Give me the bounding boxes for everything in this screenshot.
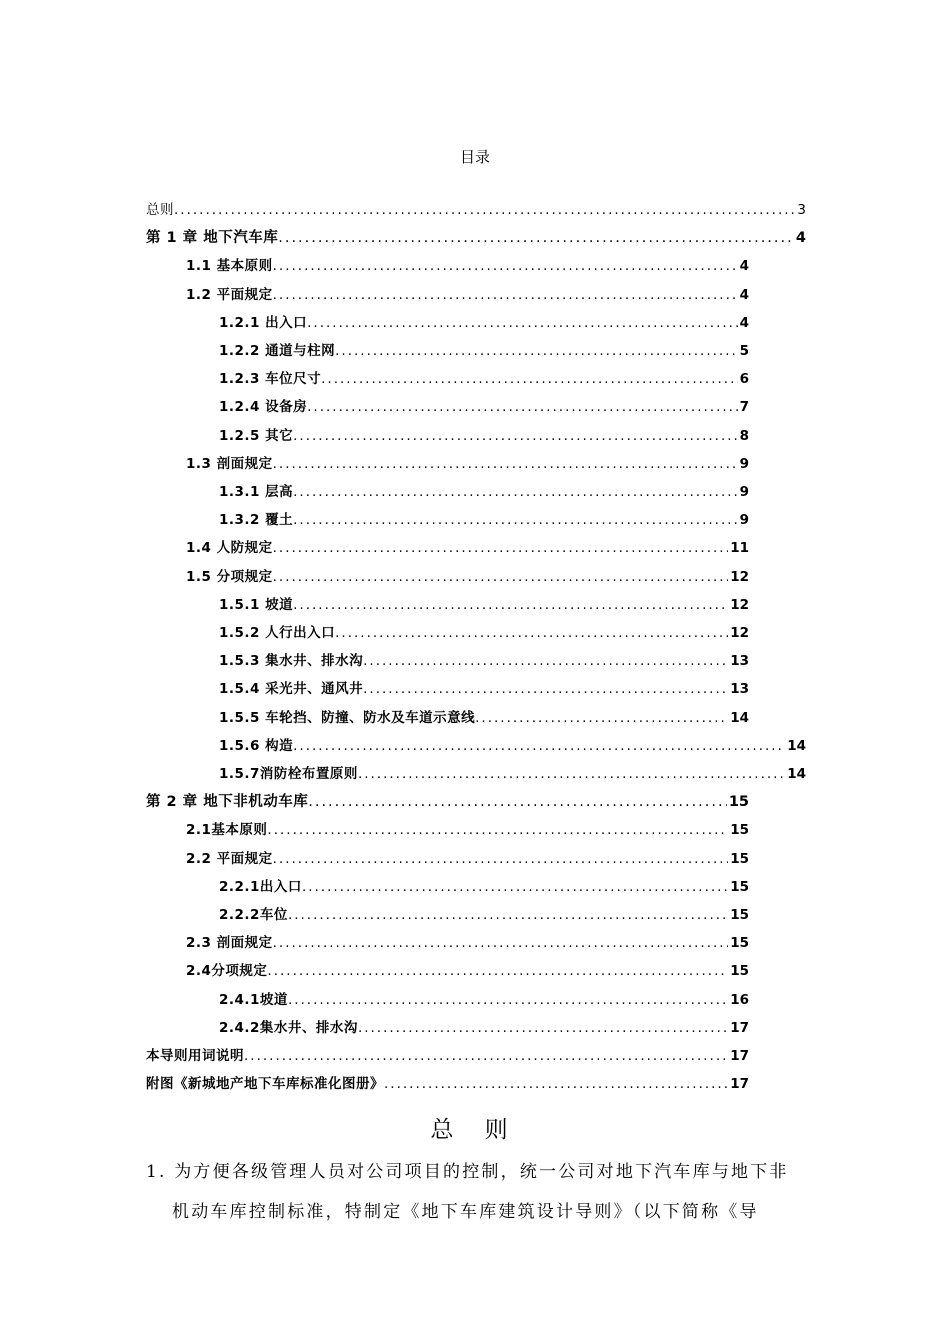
toc-entry-label: 1.2.4 设备房 xyxy=(219,399,308,416)
toc-entry-page: 7 xyxy=(739,399,749,416)
toc-entry-page: 15 xyxy=(730,907,749,923)
toc-entry-page: 14 xyxy=(730,709,749,726)
toc-entry-label: 2.3 剖面规定 xyxy=(186,935,273,952)
toc-entry[interactable] xyxy=(219,903,749,923)
toc-leader-dots xyxy=(293,428,737,444)
toc-leader-dots xyxy=(244,1048,728,1064)
toc-entry-label: 1.5.2 人行出入口 xyxy=(219,625,336,641)
toc-entry[interactable] xyxy=(186,536,749,556)
toc-entry-label: 本导则用词说明 xyxy=(146,1048,244,1064)
toc-leader-dots xyxy=(302,879,728,895)
toc-entry-label: 1.5 分项规定 xyxy=(186,568,273,585)
toc-entry-page: 15 xyxy=(728,794,749,811)
toc-entry-page: 15 xyxy=(730,850,749,867)
toc-entry-page: 4 xyxy=(739,286,749,303)
toc-leader-dots xyxy=(384,1076,728,1092)
toc-entry[interactable] xyxy=(219,762,806,782)
toc-leader-dots xyxy=(288,907,728,923)
toc-entry-page: 15 xyxy=(730,878,749,895)
toc-entry-label: 1.4 人防规定 xyxy=(186,540,273,557)
toc-leader-dots xyxy=(267,822,728,838)
toc-entry[interactable] xyxy=(186,565,749,585)
toc-entry-page: 13 xyxy=(730,681,749,698)
toc-entry[interactable] xyxy=(186,959,749,979)
toc-entry-label: 2.2 平面规定 xyxy=(186,850,273,867)
toc-entry-page: 6 xyxy=(739,371,749,388)
toc-entry-page: 15 xyxy=(730,822,749,839)
toc-entry[interactable] xyxy=(186,254,749,274)
toc-entry-label: 1.2.1 出入口 xyxy=(219,314,308,331)
toc-entry[interactable] xyxy=(186,818,749,838)
toc-entry-page: 15 xyxy=(730,935,749,952)
toc-entry-page: 9 xyxy=(739,455,749,472)
toc-leader-dots xyxy=(308,794,727,810)
toc-entry-label: 2.4.1坡道 xyxy=(219,991,288,1008)
toc-leader-dots xyxy=(293,738,785,754)
toc-leader-dots xyxy=(358,1020,728,1036)
toc-entry[interactable] xyxy=(219,339,749,359)
toc-leader-dots xyxy=(293,512,737,528)
toc-entry-page: 11 xyxy=(730,540,749,557)
toc-entry-label: 2.2.1出入口 xyxy=(219,878,302,895)
toc-entry[interactable] xyxy=(146,1044,749,1064)
toc-entry-page: 13 xyxy=(730,653,749,670)
toc-leader-dots xyxy=(307,399,737,415)
toc-entry[interactable] xyxy=(219,508,749,528)
toc-entry[interactable] xyxy=(219,395,749,415)
toc-entry-label: 2.4分项规定 xyxy=(186,963,268,980)
toc-entry[interactable] xyxy=(146,790,749,810)
toc-entry[interactable] xyxy=(146,198,806,218)
toc-leader-dots xyxy=(273,456,738,472)
toc-entry[interactable] xyxy=(219,677,749,697)
toc-entry[interactable] xyxy=(219,621,749,641)
toc-entry-page: 3 xyxy=(797,202,806,218)
toc-entry-label: 1.5.6 构造 xyxy=(219,737,294,754)
toc-leader-dots xyxy=(363,681,728,697)
toc-entry[interactable] xyxy=(186,931,749,951)
toc-entry-page: 5 xyxy=(739,343,749,359)
toc-entry[interactable] xyxy=(186,847,749,867)
toc-leader-dots xyxy=(335,343,737,359)
toc-leader-dots xyxy=(273,258,738,274)
toc-leader-dots xyxy=(267,963,728,979)
toc-entry-page: 14 xyxy=(787,766,806,782)
paragraph-line-1: 1. 为方便各级管理人员对公司项目的控制，统一公司对地下汽车库与地下非 xyxy=(146,1162,789,1182)
toc-entry-label: 总则 xyxy=(146,202,174,218)
toc-entry-label: 1.3 剖面规定 xyxy=(186,455,273,472)
toc-leader-dots xyxy=(273,287,738,303)
toc-entry-label: 第 2 章 地下非机动车库 xyxy=(146,794,309,811)
toc-entry[interactable] xyxy=(219,311,749,331)
toc-entry[interactable] xyxy=(186,452,749,472)
toc-entry-page: 17 xyxy=(730,1019,749,1036)
toc-title: 目录 xyxy=(459,148,490,166)
toc-entry-label: 1.2.5 其它 xyxy=(219,427,294,444)
toc-entry-label: 2.4.2集水井、排水沟 xyxy=(219,1019,358,1036)
toc-entry-page: 17 xyxy=(730,1048,749,1064)
toc-entry-label: 1.2.2 通道与柱网 xyxy=(219,343,336,359)
toc-entry-label: 1.5.7消防栓布置原则 xyxy=(219,766,358,782)
paragraph-line-2: 机动车库控制标准，特制定《地下车库建筑设计导则》（以下简称《导 xyxy=(172,1202,759,1222)
toc-entry-label: 1.5.5 车轮挡、防撞、防水及车道示意线 xyxy=(219,709,476,726)
toc-entry-label: 1.3.2 覆土 xyxy=(219,512,294,529)
toc-leader-dots xyxy=(363,653,728,669)
toc-entry[interactable] xyxy=(219,593,749,613)
toc-entry-label: 附图《新城地产地下车库标准化图册》 xyxy=(146,1076,384,1093)
toc-leader-dots xyxy=(288,992,728,1008)
toc-entry-label: 第 1 章 地下汽车库 xyxy=(146,230,279,247)
toc-entry-label: 2.1基本原则 xyxy=(186,822,268,839)
toc-leader-dots xyxy=(273,540,729,556)
toc-entry-label: 1.1 基本原则 xyxy=(186,258,273,275)
toc-entry[interactable] xyxy=(219,1016,749,1036)
toc-entry-page: 12 xyxy=(730,596,749,613)
toc-entry[interactable] xyxy=(219,988,749,1008)
toc-leader-dots xyxy=(273,935,729,951)
toc-leader-dots xyxy=(321,371,737,387)
toc-entry-page: 12 xyxy=(730,568,749,585)
toc-entry[interactable] xyxy=(219,424,749,444)
toc-entry-page: 14 xyxy=(787,737,806,754)
toc-entry-page: 4 xyxy=(739,258,749,275)
toc-entry[interactable] xyxy=(219,734,806,754)
toc-leader-dots xyxy=(307,315,737,331)
toc-entry-page: 17 xyxy=(730,1076,749,1093)
toc-entry-page: 9 xyxy=(739,484,749,500)
toc-entry[interactable] xyxy=(219,367,749,387)
toc-entry-label: 1.3.1 层高 xyxy=(219,484,294,500)
toc-entry[interactable] xyxy=(186,283,749,303)
toc-leader-dots xyxy=(278,230,794,246)
toc-leader-dots xyxy=(475,710,728,726)
toc-entry[interactable] xyxy=(219,480,749,500)
toc-entry-page: 9 xyxy=(739,512,749,529)
toc-leader-dots xyxy=(335,625,728,641)
toc-entry-page: 16 xyxy=(730,991,749,1008)
toc-entry-page: 4 xyxy=(795,230,806,247)
toc-entry-label: 1.2 平面规定 xyxy=(186,286,273,303)
toc-entry-page: 8 xyxy=(739,427,749,444)
toc-leader-dots xyxy=(273,851,729,867)
toc-entry-label: 1.5.1 坡道 xyxy=(219,596,294,613)
toc-entry[interactable] xyxy=(219,875,749,895)
toc-entry-label: 1.5.3 集水井、排水沟 xyxy=(219,653,364,670)
toc-entry[interactable] xyxy=(146,226,806,246)
toc-leader-dots xyxy=(293,484,737,500)
toc-entry[interactable] xyxy=(219,706,749,726)
toc-entry[interactable] xyxy=(219,649,749,669)
toc-entry-page: 15 xyxy=(730,963,749,980)
toc-entry-label: 1.5.4 采光井、通风井 xyxy=(219,681,364,698)
toc-leader-dots xyxy=(293,597,728,613)
toc-entry[interactable] xyxy=(146,1072,749,1092)
toc-leader-dots xyxy=(358,766,785,782)
toc-leader-dots xyxy=(174,202,795,218)
toc-entry-page: 4 xyxy=(739,314,749,331)
toc-entry-label: 1.2.3 车位尺寸 xyxy=(219,371,322,388)
toc-entry-label: 2.2.2车位 xyxy=(219,907,288,923)
section-heading: 总 则 xyxy=(430,1117,520,1143)
toc-leader-dots xyxy=(273,569,729,585)
toc-entry-page: 12 xyxy=(730,625,749,641)
